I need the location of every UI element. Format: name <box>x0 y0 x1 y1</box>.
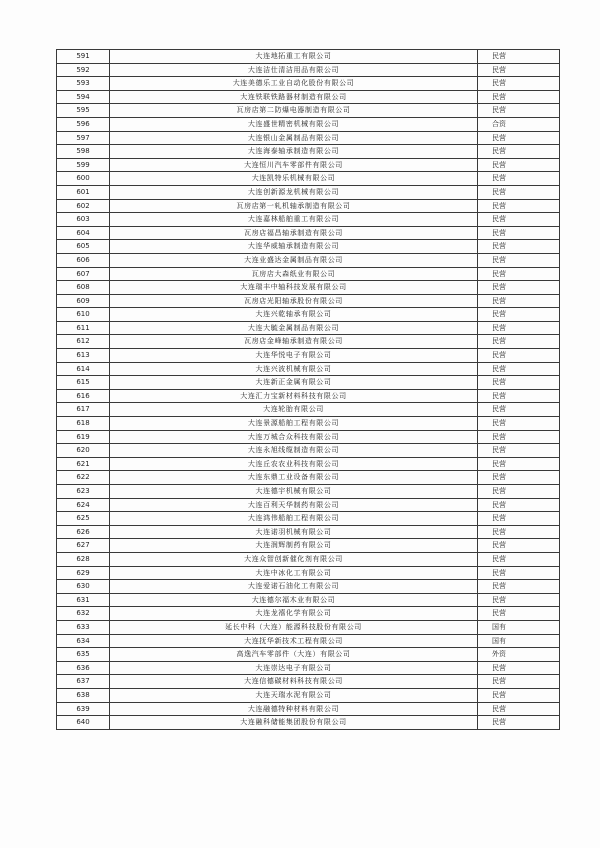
ownership-type: 民营 <box>478 50 560 64</box>
row-number: 615 <box>57 376 110 390</box>
table-row <box>57 50 560 64</box>
company-name: 大连百利天华制药有限公司 <box>110 498 478 512</box>
company-name: 瓦房店第一轧机轴承制造有限公司 <box>110 199 478 213</box>
row-number: 636 <box>57 661 110 675</box>
company-name: 大连盛世精密机械有限公司 <box>110 117 478 131</box>
table-row <box>57 185 560 199</box>
ownership-type: 民营 <box>478 145 560 159</box>
table-row <box>57 172 560 186</box>
company-name: 大连兴波机械有限公司 <box>110 362 478 376</box>
row-number: 626 <box>57 525 110 539</box>
ownership-type: 民营 <box>478 131 560 145</box>
company-name: 大连华悦电子有限公司 <box>110 349 478 363</box>
ownership-type: 民营 <box>478 471 560 485</box>
ownership-type: 民营 <box>478 185 560 199</box>
company-name: 大连龙禧化学有限公司 <box>110 607 478 621</box>
row-number: 627 <box>57 539 110 553</box>
company-name: 大连美德乐工业自动化股份有限公司 <box>110 77 478 91</box>
company-name: 大连瑞丰中轴科技发展有限公司 <box>110 281 478 295</box>
ownership-type: 合资 <box>478 117 560 131</box>
ownership-type: 民营 <box>478 457 560 471</box>
row-number: 620 <box>57 444 110 458</box>
ownership-type: 民营 <box>478 199 560 213</box>
company-name: 大连地拓重工有限公司 <box>110 50 478 64</box>
ownership-type: 民营 <box>478 539 560 553</box>
row-number: 601 <box>57 185 110 199</box>
company-name: 大连兴乾轴承有限公司 <box>110 308 478 322</box>
company-name: 大连德宇机械有限公司 <box>110 485 478 499</box>
company-name: 大连银山金属制品有限公司 <box>110 131 478 145</box>
row-number: 611 <box>57 321 110 335</box>
company-name: 大连海泰轴承制造有限公司 <box>110 145 478 159</box>
company-name: 大连嘉林船舶重工有限公司 <box>110 213 478 227</box>
ownership-type: 民营 <box>478 498 560 512</box>
row-number: 595 <box>57 104 110 118</box>
row-number: 613 <box>57 349 110 363</box>
row-number: 607 <box>57 267 110 281</box>
ownership-type: 民营 <box>478 253 560 267</box>
company-name: 大连万城合众科技有限公司 <box>110 430 478 444</box>
ownership-type: 民营 <box>478 417 560 431</box>
table-row <box>57 457 560 471</box>
row-number: 625 <box>57 512 110 526</box>
company-name: 大连业盛达金属制品有限公司 <box>110 253 478 267</box>
enterprise-table-body <box>57 50 560 730</box>
company-name: 大连丘农农业科技有限公司 <box>110 457 478 471</box>
company-name: 大连轮胎有限公司 <box>110 403 478 417</box>
row-number: 593 <box>57 77 110 91</box>
company-name: 高逸汽车零部件（大连）有限公司 <box>110 648 478 662</box>
table-row <box>57 104 560 118</box>
ownership-type: 民营 <box>478 675 560 689</box>
ownership-type: 民营 <box>478 294 560 308</box>
table-row <box>57 158 560 172</box>
table-row <box>57 552 560 566</box>
row-number: 594 <box>57 90 110 104</box>
table-row <box>57 485 560 499</box>
row-number: 600 <box>57 172 110 186</box>
table-row <box>57 716 560 730</box>
table-row <box>57 335 560 349</box>
ownership-type: 民营 <box>478 281 560 295</box>
row-number: 592 <box>57 63 110 77</box>
row-number: 609 <box>57 294 110 308</box>
row-number: 640 <box>57 716 110 730</box>
row-number: 639 <box>57 702 110 716</box>
row-number: 617 <box>57 403 110 417</box>
table-row <box>57 566 560 580</box>
company-name: 大连润辉制药有限公司 <box>110 539 478 553</box>
ownership-type: 民营 <box>478 403 560 417</box>
ownership-type: 外资 <box>478 648 560 662</box>
table-row <box>57 688 560 702</box>
company-name: 大连新正金属有限公司 <box>110 376 478 390</box>
table-row <box>57 281 560 295</box>
table-row <box>57 117 560 131</box>
row-number: 623 <box>57 485 110 499</box>
table-row <box>57 362 560 376</box>
row-number: 624 <box>57 498 110 512</box>
company-name: 大连诺羽机械有限公司 <box>110 525 478 539</box>
table-row <box>57 539 560 553</box>
table-row <box>57 430 560 444</box>
company-name: 大连鸿伟船舶工程有限公司 <box>110 512 478 526</box>
ownership-type: 民营 <box>478 430 560 444</box>
ownership-type: 民营 <box>478 308 560 322</box>
company-name: 瓦房店光阳轴承股份有限公司 <box>110 294 478 308</box>
row-number: 632 <box>57 607 110 621</box>
row-number: 619 <box>57 430 110 444</box>
company-name: 大连德尔福木业有限公司 <box>110 593 478 607</box>
ownership-type: 民营 <box>478 566 560 580</box>
company-name: 大连永旭线缆制造有限公司 <box>110 444 478 458</box>
table-row <box>57 199 560 213</box>
row-number: 605 <box>57 240 110 254</box>
row-number: 630 <box>57 580 110 594</box>
company-name: 大连崇达电子有限公司 <box>110 661 478 675</box>
table-row <box>57 131 560 145</box>
company-name: 大连融德特种材料有限公司 <box>110 702 478 716</box>
company-name: 大连众智创新催化剂有限公司 <box>110 552 478 566</box>
ownership-type: 民营 <box>478 158 560 172</box>
row-number: 598 <box>57 145 110 159</box>
table-row <box>57 675 560 689</box>
ownership-type: 民营 <box>478 593 560 607</box>
ownership-type: 民营 <box>478 552 560 566</box>
table-row <box>57 661 560 675</box>
ownership-type: 民营 <box>478 213 560 227</box>
company-name: 大连中冰化工有限公司 <box>110 566 478 580</box>
ownership-type: 民营 <box>478 485 560 499</box>
company-name: 大连恒川汽车零部件有限公司 <box>110 158 478 172</box>
ownership-type: 民营 <box>478 580 560 594</box>
table-row <box>57 267 560 281</box>
row-number: 637 <box>57 675 110 689</box>
company-name: 大连抚华新技术工程有限公司 <box>110 634 478 648</box>
ownership-type: 民营 <box>478 512 560 526</box>
row-number: 596 <box>57 117 110 131</box>
row-number: 638 <box>57 688 110 702</box>
table-row <box>57 376 560 390</box>
row-number: 608 <box>57 281 110 295</box>
table-row <box>57 498 560 512</box>
company-name: 瓦房店福昌轴承制造有限公司 <box>110 226 478 240</box>
table-row <box>57 145 560 159</box>
row-number: 599 <box>57 158 110 172</box>
company-name: 延长中科（大连）能源科技股份有限公司 <box>110 620 478 634</box>
ownership-type: 国有 <box>478 620 560 634</box>
ownership-type: 民营 <box>478 444 560 458</box>
ownership-type: 民营 <box>478 240 560 254</box>
ownership-type: 民营 <box>478 267 560 281</box>
row-number: 614 <box>57 362 110 376</box>
company-name: 大连洁仕清洁用品有限公司 <box>110 63 478 77</box>
company-name: 大连东鼎工业设备有限公司 <box>110 471 478 485</box>
table-row <box>57 213 560 227</box>
ownership-type: 国有 <box>478 634 560 648</box>
enterprise-table <box>56 49 560 730</box>
table-row <box>57 607 560 621</box>
company-name: 瓦房店大森纸业有限公司 <box>110 267 478 281</box>
row-number: 629 <box>57 566 110 580</box>
row-number: 606 <box>57 253 110 267</box>
row-number: 591 <box>57 50 110 64</box>
row-number: 621 <box>57 457 110 471</box>
ownership-type: 民营 <box>478 376 560 390</box>
table-row <box>57 648 560 662</box>
company-name: 瓦房店第二防爆电器制造有限公司 <box>110 104 478 118</box>
company-name: 大连信德碳材料科技有限公司 <box>110 675 478 689</box>
company-name: 大连爱诺石油化工有限公司 <box>110 580 478 594</box>
ownership-type: 民营 <box>478 104 560 118</box>
ownership-type: 民营 <box>478 362 560 376</box>
table-row <box>57 90 560 104</box>
row-number: 628 <box>57 552 110 566</box>
company-name: 大连铁联铁路器材制造有限公司 <box>110 90 478 104</box>
table-row <box>57 525 560 539</box>
row-number: 610 <box>57 308 110 322</box>
row-number: 631 <box>57 593 110 607</box>
ownership-type: 民营 <box>478 702 560 716</box>
table-row <box>57 593 560 607</box>
company-name: 大连融科储能集团股份有限公司 <box>110 716 478 730</box>
table-row <box>57 253 560 267</box>
ownership-type: 民营 <box>478 77 560 91</box>
company-name: 大连凯特乐机械有限公司 <box>110 172 478 186</box>
row-number: 612 <box>57 335 110 349</box>
company-name: 大连景源船舶工程有限公司 <box>110 417 478 431</box>
ownership-type: 民营 <box>478 349 560 363</box>
table-row <box>57 634 560 648</box>
table-row <box>57 321 560 335</box>
table-row <box>57 444 560 458</box>
table-row <box>57 77 560 91</box>
table-row <box>57 471 560 485</box>
ownership-type: 民营 <box>478 607 560 621</box>
row-number: 604 <box>57 226 110 240</box>
table-row <box>57 349 560 363</box>
row-number: 603 <box>57 213 110 227</box>
table-row <box>57 308 560 322</box>
table-row <box>57 702 560 716</box>
table-row <box>57 403 560 417</box>
row-number: 618 <box>57 417 110 431</box>
ownership-type: 民营 <box>478 525 560 539</box>
company-name: 大连大毓金属制品有限公司 <box>110 321 478 335</box>
ownership-type: 民营 <box>478 63 560 77</box>
row-number: 602 <box>57 199 110 213</box>
company-name: 大连华威轴承制造有限公司 <box>110 240 478 254</box>
table-row <box>57 620 560 634</box>
ownership-type: 民营 <box>478 90 560 104</box>
table-row <box>57 417 560 431</box>
company-name: 大连天瑞水泥有限公司 <box>110 688 478 702</box>
row-number: 635 <box>57 648 110 662</box>
ownership-type: 民营 <box>478 661 560 675</box>
row-number: 634 <box>57 634 110 648</box>
table-row <box>57 226 560 240</box>
ownership-type: 民营 <box>478 321 560 335</box>
company-name: 大连创新源龙机械有限公司 <box>110 185 478 199</box>
row-number: 597 <box>57 131 110 145</box>
company-name: 大连汇力宝新材料科技有限公司 <box>110 389 478 403</box>
table-row <box>57 389 560 403</box>
table-row <box>57 512 560 526</box>
ownership-type: 民营 <box>478 716 560 730</box>
row-number: 622 <box>57 471 110 485</box>
ownership-type: 民营 <box>478 226 560 240</box>
ownership-type: 民营 <box>478 335 560 349</box>
company-name: 瓦房店金峰轴承制造有限公司 <box>110 335 478 349</box>
ownership-type: 民营 <box>478 389 560 403</box>
table-row <box>57 240 560 254</box>
row-number: 616 <box>57 389 110 403</box>
ownership-type: 民营 <box>478 172 560 186</box>
table-row <box>57 580 560 594</box>
table-row <box>57 294 560 308</box>
table-row <box>57 63 560 77</box>
ownership-type: 民营 <box>478 688 560 702</box>
row-number: 633 <box>57 620 110 634</box>
